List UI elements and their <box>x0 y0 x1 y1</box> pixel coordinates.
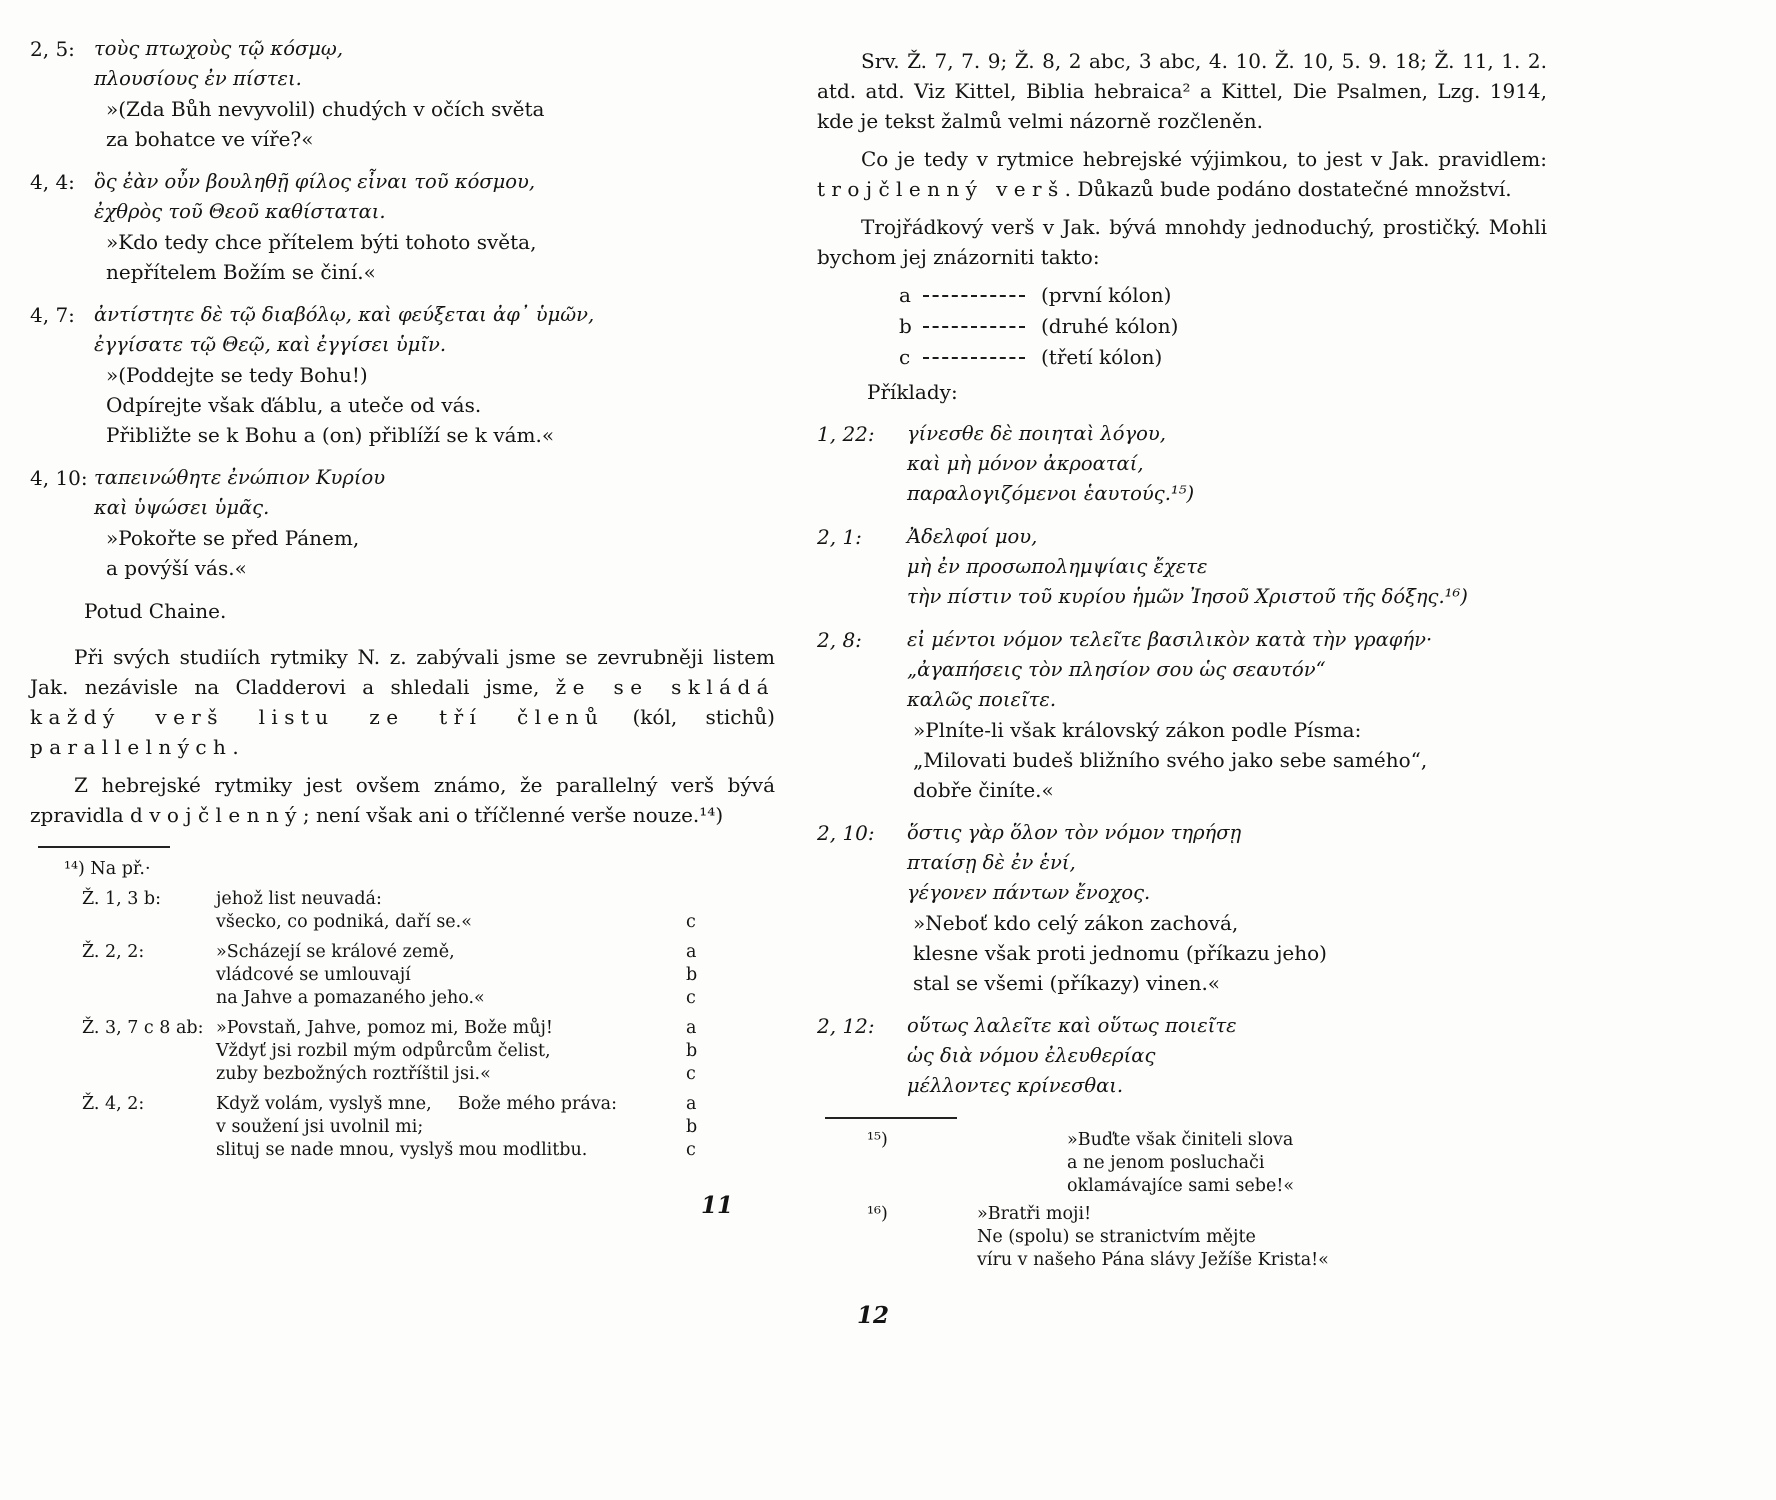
colon-letter: c <box>899 345 911 369</box>
czech-line: klesne však proti jednomu (příkazu jeho) <box>913 941 1327 965</box>
verse-body <box>94 167 775 287</box>
colon-letter: b <box>686 1117 698 1137</box>
text-segment: Co je tedy v rytmice hebrejské výjimkou, to jest v Jak. pravidlem: <box>861 147 1547 171</box>
priklady-label: Příklady: <box>867 380 958 404</box>
greek-line: μὴ ἐν προσωπολημψίαις ἔχετε <box>907 555 1208 578</box>
footnote-line <box>216 1017 708 1040</box>
verse-block <box>817 522 1547 612</box>
verse-ref: 2, 5: <box>30 37 75 61</box>
verse-block <box>817 1011 1547 1101</box>
czech-line: stal se všemi (příkazy) vinen.« <box>913 971 1221 995</box>
czech-line: »Kdo tedy chce přítelem býti tohoto světa, <box>106 230 537 254</box>
footnote-lines <box>216 941 708 1010</box>
czech-line: »Plníte-li však královský zákon podle Písma: <box>913 718 1362 742</box>
czech-line: dobře činíte.« <box>913 778 1054 802</box>
footnote-line <box>216 1040 708 1063</box>
footnote-line: a ne jenom posluchači <box>1067 1153 1265 1173</box>
paragraph <box>817 46 1547 136</box>
footnote-line: »Bratři moji! <box>977 1204 1092 1224</box>
footnote-ref-label: Ž. 4, 2: <box>82 1094 145 1114</box>
footnote-ref-label: Ž. 1, 3 b: <box>82 889 162 909</box>
verse-ref: 2, 10: <box>817 821 875 845</box>
verse-body <box>94 300 775 450</box>
footnote-line <box>216 1063 708 1086</box>
verse-block <box>30 300 775 450</box>
footnote-lines <box>216 1017 708 1086</box>
czech-line: »Pokořte se před Pánem, <box>106 526 360 550</box>
verse-ref: 4, 4: <box>30 170 75 194</box>
greek-line: ὃς ἐὰν οὖν βουληθῇ φίλος εἶναι τοῦ κόσμου, <box>94 170 536 193</box>
verse-ref: 2, 1: <box>817 525 862 549</box>
colon-letter <box>686 888 708 911</box>
verse-block <box>30 463 775 583</box>
paragraph <box>817 212 1547 272</box>
footnote-ref-label: Ž. 3, 7 c 8 ab: <box>82 1018 204 1038</box>
footnote-line <box>216 1093 708 1116</box>
footnote-entry <box>817 1129 1547 1198</box>
colon-letter: b <box>686 1041 698 1061</box>
footnote-text: »Povstaň, Jahve, pomoz mi, Bože můj! <box>216 1018 553 1038</box>
footnote-lines <box>216 888 708 934</box>
footnote-entry <box>64 1093 775 1162</box>
text-segment: (kól, stichů) <box>604 705 775 729</box>
footnote-entry <box>64 888 775 934</box>
footnote-text: Když volám, vyslyš mne, Bože mého práva: <box>216 1094 618 1114</box>
page-right <box>817 34 1547 1329</box>
greek-line: γίνεσθε δὲ ποιηταὶ λόγου, <box>907 422 1166 445</box>
czech-line: »(Poddejte se tedy Bohu!) <box>106 363 368 387</box>
greek-line: τὴν πίστιν τοῦ κυρίου ἡμῶν Ἰησοῦ Χριστοῦ τῆς δόξης.¹⁶) <box>907 585 1468 608</box>
colon-letter: c <box>686 1140 696 1160</box>
greek-line: ταπεινώθητε ἐνώπιον Κυρίου <box>94 466 386 489</box>
footnote-entry <box>64 941 775 1010</box>
footnote-marker: ¹⁵) <box>867 1130 888 1150</box>
page-left <box>30 34 775 1219</box>
footnote-ref-label: Ž. 2, 2: <box>82 942 145 962</box>
footnote-text: jehož list neuvadá: <box>216 889 382 909</box>
verse-block <box>817 419 1547 509</box>
greek-line: ἀντίστητε δὲ τῷ διαβόλῳ, καὶ φεύξεται ἀφ᾽ ὑμῶν, <box>94 303 595 326</box>
footnote-marker: ¹⁶) <box>867 1204 888 1224</box>
czech-line: »Neboť kdo celý zákon zachová, <box>913 911 1239 935</box>
footnote-text: všecko, co podniká, daří se.« <box>216 912 472 932</box>
verse-body <box>907 522 1547 612</box>
page-number: 11 <box>700 1192 733 1219</box>
colon-letter: c <box>686 1064 696 1084</box>
paragraph-list <box>817 46 1547 272</box>
colon-label: (první kólon) <box>1041 283 1172 307</box>
greek-line: πλουσίους ἐν πίστει. <box>94 67 302 90</box>
verse-ref: 4, 10: <box>30 466 88 490</box>
verse-body <box>94 34 775 154</box>
colon-letter: a <box>899 283 911 307</box>
footnote-text: zuby bezbožných roztříštil jsi.« <box>216 1064 491 1084</box>
verse-body <box>907 818 1547 998</box>
verse-ref: 4, 7: <box>30 303 75 327</box>
czech-line: nepřítelem Božím se činí.« <box>106 260 376 284</box>
verse-ref: 2, 12: <box>817 1014 875 1038</box>
colon-schema <box>899 280 1547 373</box>
footnote-line <box>216 1139 708 1162</box>
verse-ref: 2, 8: <box>817 628 862 652</box>
verse-block <box>817 625 1547 805</box>
footnote-line <box>216 911 708 934</box>
colon-letter: a <box>686 1094 697 1114</box>
greek-line: καὶ ὑψώσει ὑμᾶς. <box>94 496 270 519</box>
text-segment: . Důkazů bude podáno dostatečné množství. <box>1064 177 1512 201</box>
greek-line: τοὺς πτωχοὺς τῷ κόσμῳ, <box>94 37 344 60</box>
greek-line: πταίσῃ δὲ ἐν ἑνί, <box>907 851 1076 874</box>
schema-row <box>899 280 1547 311</box>
text-segment: Při svých studiích rytmiky N. z. zabývali jsme se zevrubněji listem Jak. nezávisle na Cladderovi a shledali jsme, <box>30 645 775 699</box>
footnote-text: Vždyť jsi rozbil mým odpůrcům čelist, <box>216 1041 551 1061</box>
verse-body <box>907 625 1547 805</box>
footnote-rule <box>38 846 170 848</box>
verse-body <box>907 419 1547 509</box>
dash-line <box>923 355 1025 359</box>
greek-line: γέγονεν πάντων ἔνοχος. <box>907 881 1151 904</box>
greek-line: οὕτως λαλεῖτε καὶ οὕτως ποιεῖτε <box>907 1014 1237 1037</box>
footnote-rule <box>825 1117 957 1119</box>
verse-list <box>817 419 1547 1101</box>
text-segment: parallelných <box>30 735 233 759</box>
greek-line: Ἀδελφοί μου, <box>907 525 1038 548</box>
footnote-entries <box>64 888 775 1162</box>
footnote-line <box>216 964 708 987</box>
colon-letter: c <box>686 912 696 932</box>
colon-label: (druhé kólon) <box>1041 314 1179 338</box>
footnote-text: slituj se nade mnou, vyslyš mou modlitbu. <box>216 1140 588 1160</box>
footnote-lines <box>216 1093 708 1162</box>
text-segment: dvojčlenný <box>130 803 303 827</box>
footnote-head: ¹⁴) Na př.· <box>64 859 151 879</box>
greek-line: „ἀγαπήσεις τὸν πλησίον σου ὡς σεαυτόν“ <box>907 658 1326 681</box>
colon-letter: c <box>686 988 696 1008</box>
footnote-line: »Buďte však činiteli slova <box>1067 1130 1294 1150</box>
colon-letter: b <box>686 965 698 985</box>
greek-line: μέλλοντες κρίνεσθαι. <box>907 1074 1124 1097</box>
text-segment: trojčlenný verš <box>817 177 1065 201</box>
footnote-text: vládcové se umlouvají <box>216 965 411 985</box>
footnote-line <box>216 941 708 964</box>
verse-list <box>30 34 775 583</box>
czech-line: Přibližte se k Bohu a (on) přiblíží se k vám.« <box>106 423 555 447</box>
colon-letter: a <box>686 942 697 962</box>
czech-line: za bohatce ve víře?« <box>106 127 314 151</box>
potud-line: Potud Chaine. <box>84 599 227 623</box>
paragraph-list <box>30 642 775 830</box>
verse-block <box>30 167 775 287</box>
czech-line: »(Zda Bůh nevyvolil) chudých v očích světa <box>106 97 545 121</box>
czech-line: Odpírejte však ďáblu, a uteče od vás. <box>106 393 482 417</box>
paragraph <box>817 144 1547 204</box>
text-segment: Z hebrejské rytmiky jest ovšem známo, že parallelný verš bývá zpravidla <box>30 773 775 827</box>
footnote-entry <box>817 1203 1547 1272</box>
footnote-entry <box>64 1017 775 1086</box>
footnote-line <box>216 888 708 911</box>
verse-body <box>907 1011 1547 1101</box>
greek-line: παραλογιζόμενοι ἑαυτούς.¹⁵) <box>907 482 1195 505</box>
schema-row <box>899 342 1547 373</box>
schema-row <box>899 311 1547 342</box>
footnote-block <box>64 858 775 1162</box>
greek-line: ὡς διὰ νόμου ἐλευθερίας <box>907 1044 1156 1067</box>
paragraph <box>30 642 775 762</box>
verse-block <box>30 34 775 154</box>
greek-line: καὶ μὴ μόνον ἀκροαταί, <box>907 452 1144 475</box>
footnote-line: oklamávajíce sami sebe!« <box>1067 1176 1295 1196</box>
footnote-lines <box>977 1203 1329 1272</box>
colon-letter: a <box>686 1018 697 1038</box>
text-segment: Srv. Ž. 7, 7. 9; Ž. 8, 2 abc, 3 abc, 4. 10. Ž. 10, 5. 9. 18; Ž. 11, 1. 2. atd. atd. Viz Kittel, Biblia hebraica² a Kittel, Die Psalmen, Lzg. 1914, kde je tekst žalmů velmi názorně rozčleněn. <box>817 49 1547 133</box>
colon-letter: b <box>899 314 912 338</box>
footnote-line <box>216 1116 708 1139</box>
czech-line: „Milovati budeš bližního svého jako sebe samého“, <box>913 748 1428 772</box>
text-segment: ; není však ani o tříčlenné verše nouze.¹⁴) <box>302 803 724 827</box>
verse-body <box>94 463 775 583</box>
verse-ref: 1, 22: <box>817 422 875 446</box>
colon-label: (třetí kólon) <box>1041 345 1163 369</box>
footnote-text: v soužení jsi uvolnil mi; <box>216 1117 424 1137</box>
greek-line: ὅστις γὰρ ὅλον τὸν νόμον τηρήσῃ <box>907 821 1242 844</box>
dash-line <box>923 324 1025 328</box>
verse-block <box>817 818 1547 998</box>
paragraph <box>30 770 775 830</box>
czech-line: a povýší vás.« <box>106 556 247 580</box>
greek-line: καλῶς ποιεῖτε. <box>907 688 1057 711</box>
text-segment: že se skládá každý verš listu ze tří členů <box>30 675 776 729</box>
footnote-text: na Jahve a pomazaného jeho.« <box>216 988 485 1008</box>
dash-line <box>923 293 1025 297</box>
footnote-lines <box>1067 1129 1294 1198</box>
greek-line: ἐγγίσατε τῷ Θεῷ, καὶ ἐγγίσει ὑμῖν. <box>94 333 447 356</box>
greek-line: ἐχθρὸς τοῦ Θεοῦ καθίσταται. <box>94 200 386 223</box>
footnote-text: »Scházejí se králové země, <box>216 942 455 962</box>
page-number: 12 <box>857 1302 890 1329</box>
footnote-line <box>216 987 708 1010</box>
footnote-line: Ne (spolu) se stranictvím mějte <box>977 1227 1256 1247</box>
footnote-line: víru v našeho Pána slávy Ježíše Krista!« <box>977 1250 1329 1270</box>
text-segment: Trojřádkový verš v Jak. bývá mnohdy jednoduchý, prostičký. Mohli bychom jej znázorniti takto: <box>817 215 1547 269</box>
footnote-block <box>817 1129 1547 1272</box>
greek-line: εἰ μέντοι νόμον τελεῖτε βασιλικὸν κατὰ τὴν γραφήν· <box>907 628 1433 651</box>
text-segment: . <box>232 735 239 759</box>
